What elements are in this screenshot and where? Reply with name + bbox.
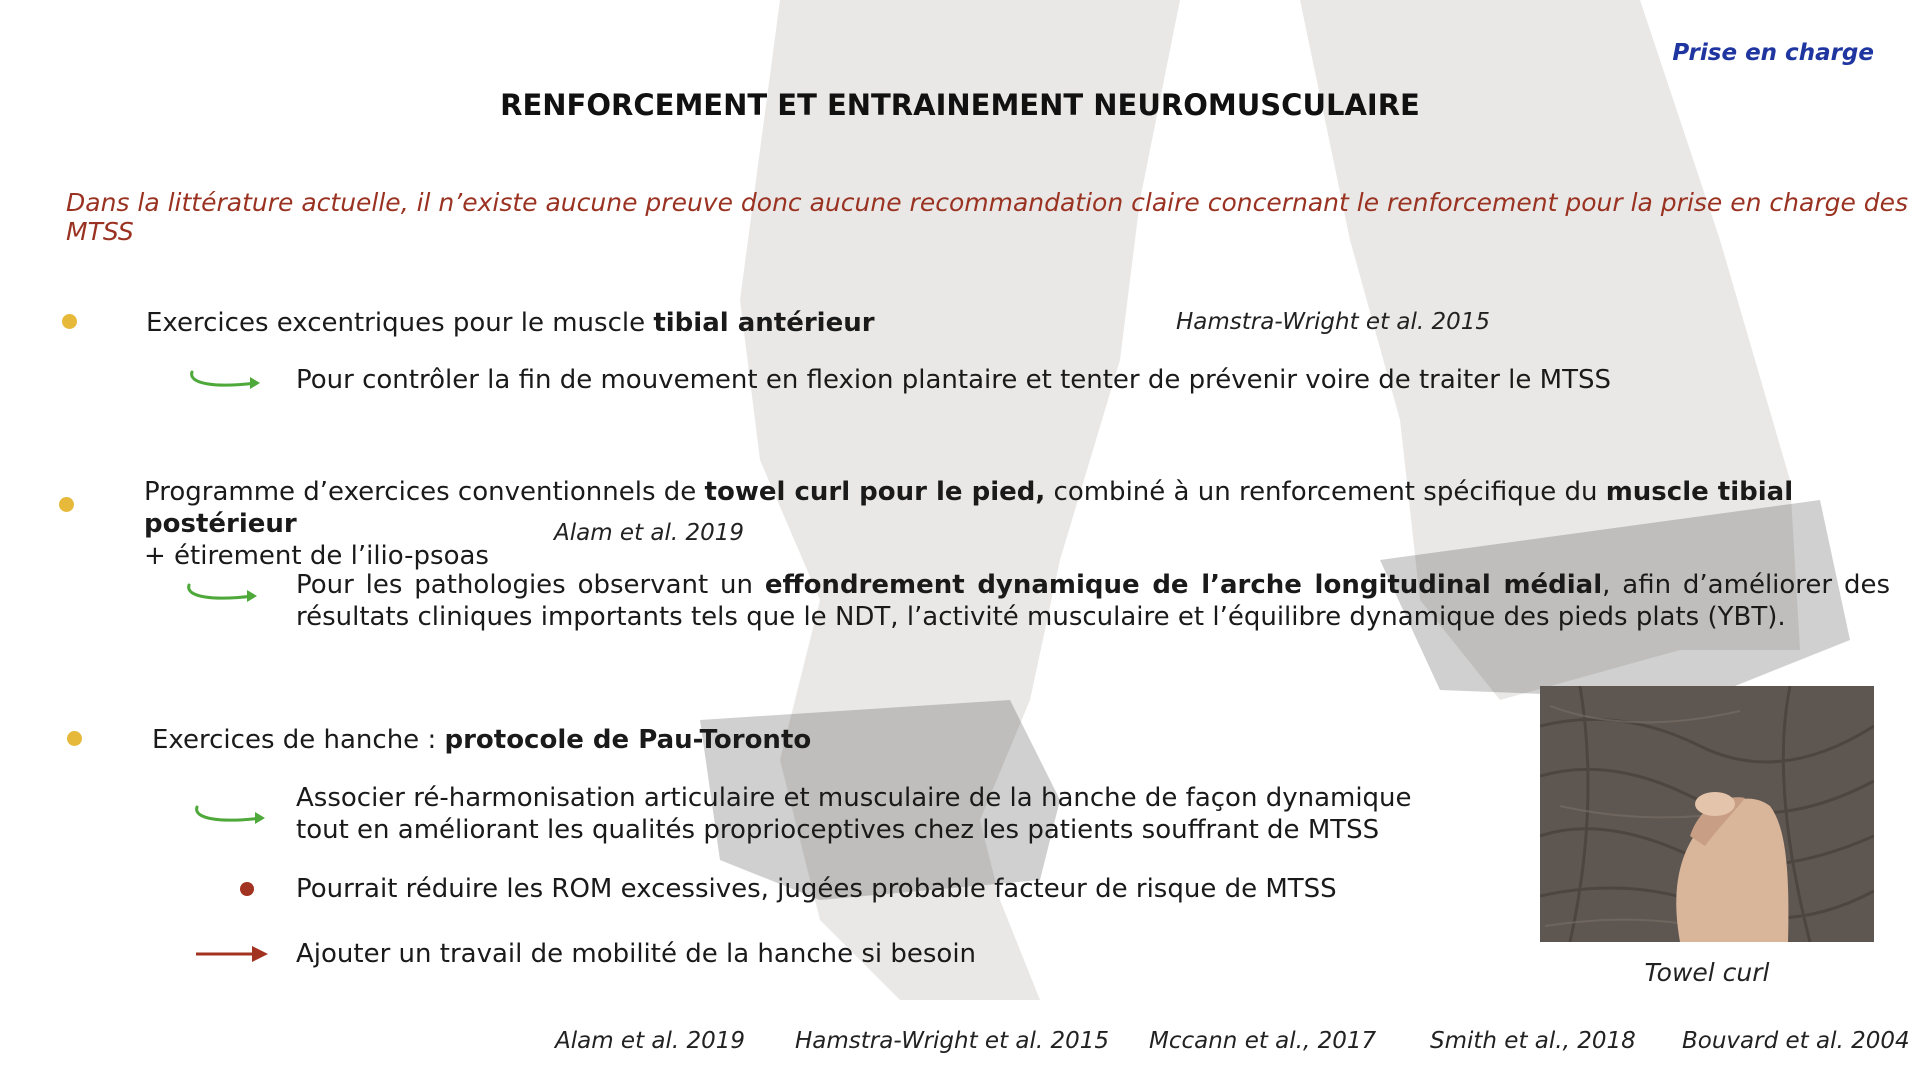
curved-green-arrow-icon (191, 801, 271, 829)
towel-curl-photo (1540, 686, 1874, 942)
item3-text-bold: protocole de Pau-Toronto (444, 725, 812, 755)
item3-text (152, 724, 811, 756)
item1-reference: Hamstra-Wright et al. 2015 (1176, 309, 1491, 335)
item1-text (146, 307, 875, 339)
item2-sub-pre: Pour les pathologies observant un (296, 570, 765, 600)
item2-sub-post: , afin d’améliorer des résultats cliniques importants tels que le NDT, l’activité musculaire et l’équilibre dynamique des pieds plats (YBT). (296, 570, 1890, 632)
curved-green-arrow-icon (186, 366, 266, 394)
item1-text-pre: Exercices excentriques pour le muscle (146, 308, 654, 338)
item2-text-bold1: towel curl pour le pied, (704, 477, 1046, 507)
reference-4: Smith et al., 2018 (1430, 1028, 1636, 1054)
page-title: RENFORCEMENT ET ENTRAINEMENT NEUROMUSCULAIRE (500, 88, 1420, 122)
intro-statement: Dans la littérature actuelle, il n’existe aucune preuve donc aucune recommandation claire concernant le renforcement pour la prise en charge des MTSS (66, 188, 1909, 246)
item2-text-line2: + étirement de l’ilio-psoas (144, 541, 489, 571)
item3-subpoint-2: Pourrait réduire les ROM excessives, jugées probable facteur de risque de MTSS (296, 874, 1337, 904)
item3-text-pre: Exercices de hanche : (152, 725, 445, 755)
bullet-icon (62, 314, 77, 329)
item2-reference: Alam et al. 2019 (554, 520, 745, 546)
bullet-icon (59, 497, 74, 512)
item2-text (144, 476, 1864, 572)
item3-subpoint-1: Associer ré-harmonisation articulaire et musculaire de la hanche de façon dynamique tout en améliorant les qualités proprioceptives chez les patients souffrant de MTSS (296, 783, 1412, 845)
curved-green-arrow-icon (183, 579, 263, 607)
item1-subpoint: Pour contrôler la fin de mouvement en flexion plantaire et tenter de prévenir voire de traiter le MTSS (296, 365, 1611, 395)
photo-caption: Towel curl (1644, 958, 1770, 987)
red-arrow-icon (194, 942, 270, 966)
item1-text-bold: tibial antérieur (653, 308, 875, 338)
reference-2: Hamstra-Wright et al. 2015 (795, 1028, 1110, 1054)
item2-text-mid: combiné à un renforcement spécifique du (1045, 477, 1606, 507)
item2-text-pre: Programme d’exercices conventionnels de (144, 477, 705, 507)
red-dot-icon (240, 882, 254, 896)
reference-1: Alam et al. 2019 (555, 1028, 746, 1054)
item2-text-bold2: muscle tibial postérieur (144, 477, 1794, 539)
item2-subpoint (296, 569, 1890, 633)
section-tag: Prise en charge (1672, 40, 1874, 66)
bullet-icon (67, 731, 82, 746)
item2-sub-bold: effondrement dynamique de l’arche longitudinal médial (764, 570, 1603, 600)
reference-5: Bouvard et al. 2004 (1682, 1028, 1910, 1054)
reference-3: Mccann et al., 2017 (1149, 1028, 1377, 1054)
item3-subpoint-3: Ajouter un travail de mobilité de la hanche si besoin (296, 939, 977, 969)
